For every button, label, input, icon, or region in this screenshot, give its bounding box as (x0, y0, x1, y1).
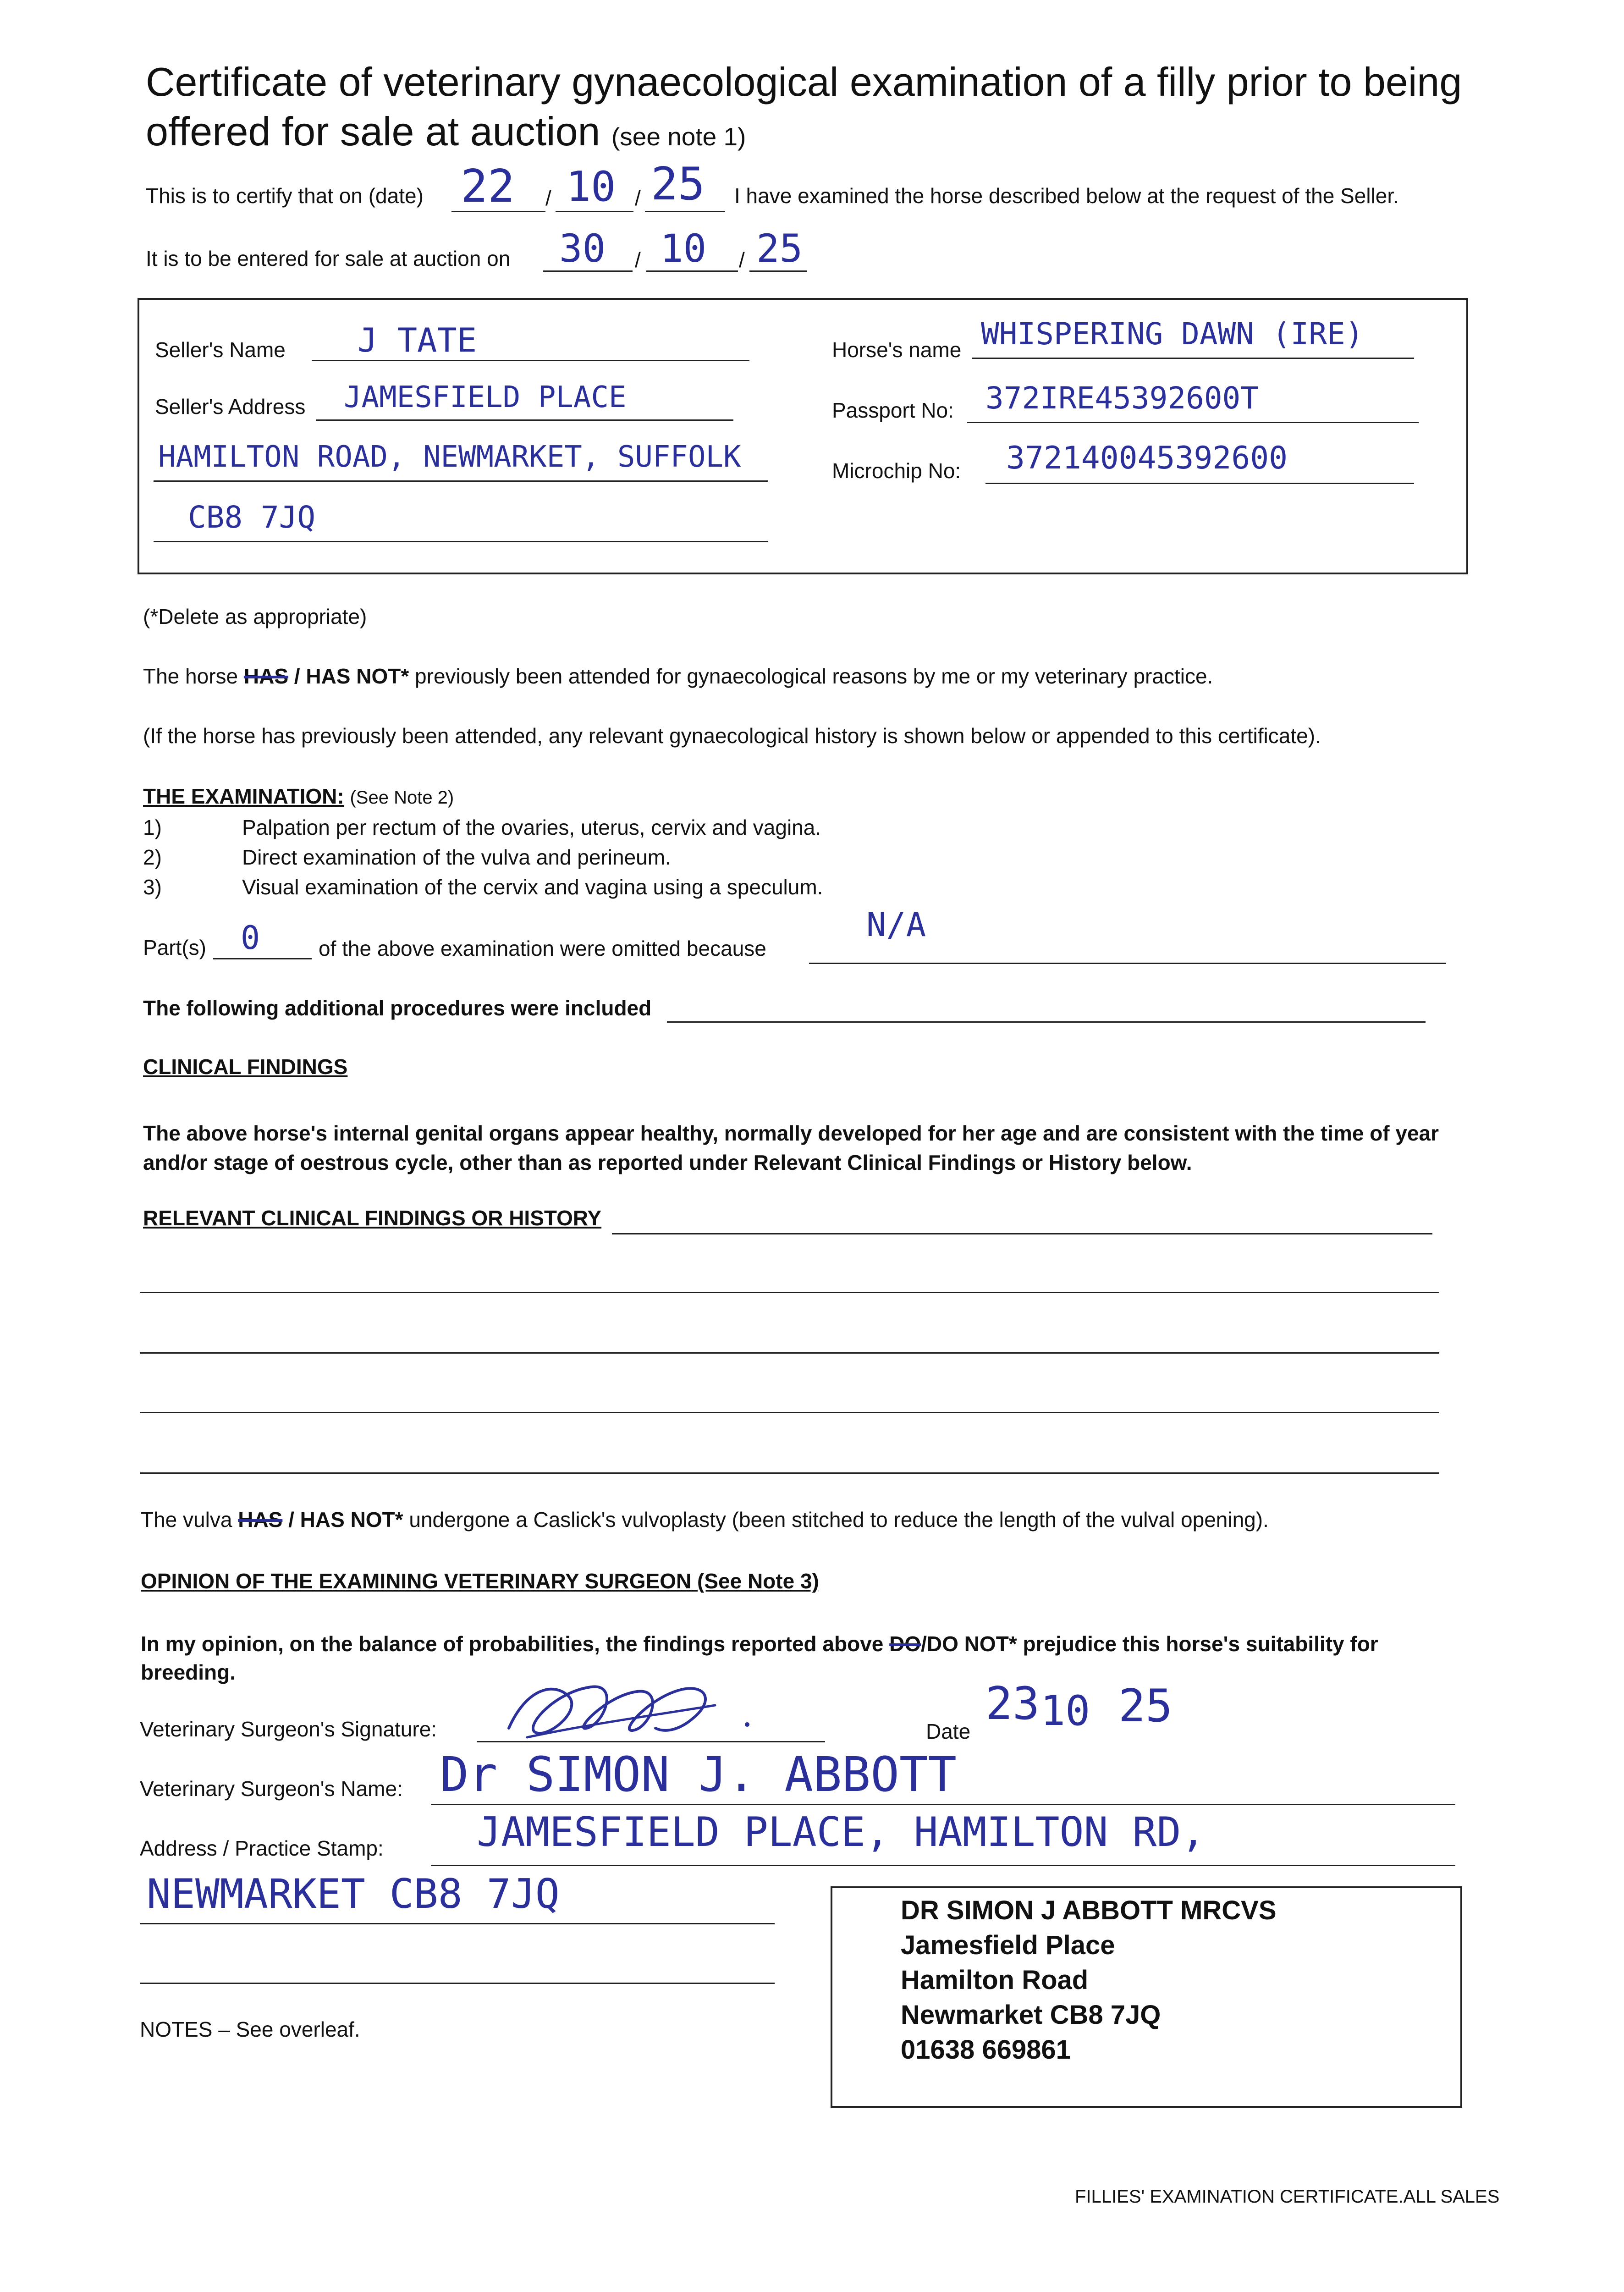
findings-line (140, 1412, 1439, 1413)
vulva-prefix: The vulva (141, 1508, 238, 1532)
exam-item-num: 1) (143, 815, 162, 839)
passport-line (967, 422, 1419, 423)
stamp-line: Hamilton Road (901, 1965, 1089, 1995)
separator: / (635, 186, 641, 210)
address-label: Address / Practice Stamp: (140, 1836, 384, 1860)
exam-item-text: Palpation per rectum of the ovaries, uterus, cervix and vagina. (242, 815, 821, 839)
horse-name: WHISPERING DAWN (IRE) (981, 316, 1364, 352)
stamp-line: DR SIMON J ABBOTT MRCVS (901, 1895, 1277, 1925)
additional-procedures-line (667, 1021, 1426, 1023)
attended-statement (143, 664, 1213, 689)
seller-address-3: CB8 7JQ (188, 500, 316, 535)
passport-number: 372IRE45392600T (985, 380, 1259, 416)
exam-day: 22 (461, 160, 515, 213)
auction-year: 25 (756, 226, 803, 271)
attended-prefix: The horse (143, 664, 244, 688)
seller-address-1: JAMESFIELD PLACE (344, 380, 627, 414)
omitted-reason-line (809, 963, 1446, 964)
seller-address-line1 (316, 419, 733, 421)
footer-form-name: FILLIES' EXAMINATION CERTIFICATE.ALL SALES (1075, 2187, 1500, 2207)
vulva-struck: HAS (238, 1508, 283, 1532)
exam-item-num: 2) (143, 845, 162, 869)
findings-line (140, 1292, 1439, 1293)
findings-line (140, 1352, 1439, 1354)
passport-label: Passport No: (832, 398, 954, 422)
surgeon-name-label: Veterinary Surgeon's Name: (140, 1777, 403, 1801)
opinion-selected: /DO NOT* (921, 1632, 1017, 1656)
exam-year-line (645, 211, 725, 212)
omitted-middle: of the above examination were omitted because (319, 937, 766, 960)
relevant-findings-heading: RELEVANT CLINICAL FINDINGS OR HISTORY (143, 1206, 602, 1230)
signature-label: Veterinary Surgeon's Signature: (140, 1717, 437, 1741)
microchip-label: Microchip No: (832, 459, 961, 483)
stamp-line: Newmarket CB8 7JQ (901, 2000, 1161, 2030)
seller-address-line3 (154, 541, 768, 542)
auction-prefix: It is to be entered for sale at auction on (146, 247, 511, 270)
findings-line (612, 1233, 1432, 1234)
findings-line (140, 1472, 1439, 1474)
signature-image (500, 1669, 756, 1751)
opinion-heading: OPINION OF THE EXAMINING VETERINARY SURGEON (See Note 3) (141, 1569, 819, 1593)
seller-address-2: HAMILTON ROAD, NEWMARKET, SUFFOLK (158, 440, 741, 474)
horse-name-line (972, 358, 1414, 359)
surgeon-address-2: NEWMARKET CB8 7JQ (147, 1870, 560, 1917)
microchip-number: 372140045392600 (1006, 440, 1288, 476)
certify-prefix: This is to certify that on (date) (146, 184, 424, 208)
title-main: Certificate of veterinary gynaecological examination of a filly prior to being offered for sale at auction (146, 59, 1462, 154)
date-label: Date (926, 1719, 971, 1743)
seller-name-line (312, 360, 749, 361)
surgeon-address-1: JAMESFIELD PLACE, HAMILTON RD, (477, 1808, 1206, 1856)
delete-note: (*Delete as appropriate) (143, 605, 367, 628)
omitted-reason: N/A (866, 905, 926, 944)
surgeon-name-line (431, 1804, 1455, 1805)
address-line2 (140, 1923, 775, 1924)
omitted-prefix: Part(s) (143, 936, 206, 959)
exam-month: 10 (566, 163, 616, 211)
stamp-line: Jamesfield Place (901, 1930, 1115, 1960)
auction-day: 30 (559, 226, 606, 271)
auction-month: 10 (660, 226, 707, 271)
title-note: (see note 1) (611, 122, 746, 151)
opinion-struck: DO (889, 1632, 921, 1656)
separator: / (545, 186, 551, 210)
clinical-heading: CLINICAL FINDINGS (143, 1055, 348, 1079)
seller-address-label: Seller's Address (155, 395, 306, 419)
omitted-parts: 0 (241, 919, 260, 957)
opinion-suffix: prejudice this horse's suitability for breeding. (141, 1632, 1378, 1684)
horse-name-label: Horse's name (832, 338, 962, 362)
opinion-prefix: In my opinion, on the balance of probabilities, the findings reported above (141, 1632, 890, 1656)
separator: / (739, 248, 745, 272)
exam-year: 25 (651, 158, 705, 210)
exam-item-num: 3) (143, 875, 162, 899)
sign-date-year: 25 (1118, 1680, 1173, 1732)
sign-date-month: 10 (1040, 1687, 1090, 1735)
address-line3 (140, 1983, 775, 1984)
vulva-selected: / HAS NOT* (282, 1508, 403, 1532)
stamp-line: 01638 669861 (901, 2035, 1071, 2065)
vulva-suffix: undergone a Caslick's vulvoplasty (been stitched to reduce the length of the vulval opening). (403, 1508, 1269, 1532)
seller-address-line2 (154, 480, 768, 482)
sign-date-day: 23 (985, 1678, 1040, 1730)
certify-suffix: I have examined the horse described below at the request of the Seller. (734, 184, 1399, 208)
examination-heading-text: THE EXAMINATION: (143, 784, 344, 808)
attended-suffix: previously been attended for gynaecological reasons by me or my veterinary practice. (409, 664, 1213, 688)
seller-name-label: Seller's Name (155, 338, 286, 362)
examination-heading-note: (See Note 2) (350, 788, 454, 808)
history-note: (If the horse has previously been attended, any relevant gynaecological history is shown below or appended to this certificate). (143, 724, 1321, 748)
microchip-line (985, 483, 1414, 484)
attended-selected: / HAS NOT* (288, 664, 409, 688)
page-title (146, 57, 1521, 161)
clinical-statement: The above horse's internal genital organs appear healthy, normally developed for her age and are consistent with the time of year and/or stage of oestrous cycle, other than as reported under Relevant Clinical Findings or History below. (143, 1121, 1439, 1174)
vulva-statement (141, 1507, 1269, 1532)
opinion-statement (141, 1630, 1470, 1686)
notes-label: NOTES – See overleaf. (140, 2017, 360, 2041)
omitted-parts-line (213, 958, 312, 959)
separator: / (635, 248, 641, 272)
address-line1 (431, 1865, 1455, 1866)
surgeon-name: Dr SIMON J. ABBOTT (440, 1747, 957, 1802)
attended-struck: HAS (243, 664, 289, 688)
exam-item-text: Visual examination of the cervix and vagina using a speculum. (242, 875, 823, 899)
additional-procedures-label: The following additional procedures were included (143, 996, 652, 1020)
examination-heading (143, 784, 454, 809)
exam-item-text: Direct examination of the vulva and perineum. (242, 845, 671, 869)
exam-month-line (556, 211, 633, 212)
seller-name: J TATE (358, 321, 477, 359)
